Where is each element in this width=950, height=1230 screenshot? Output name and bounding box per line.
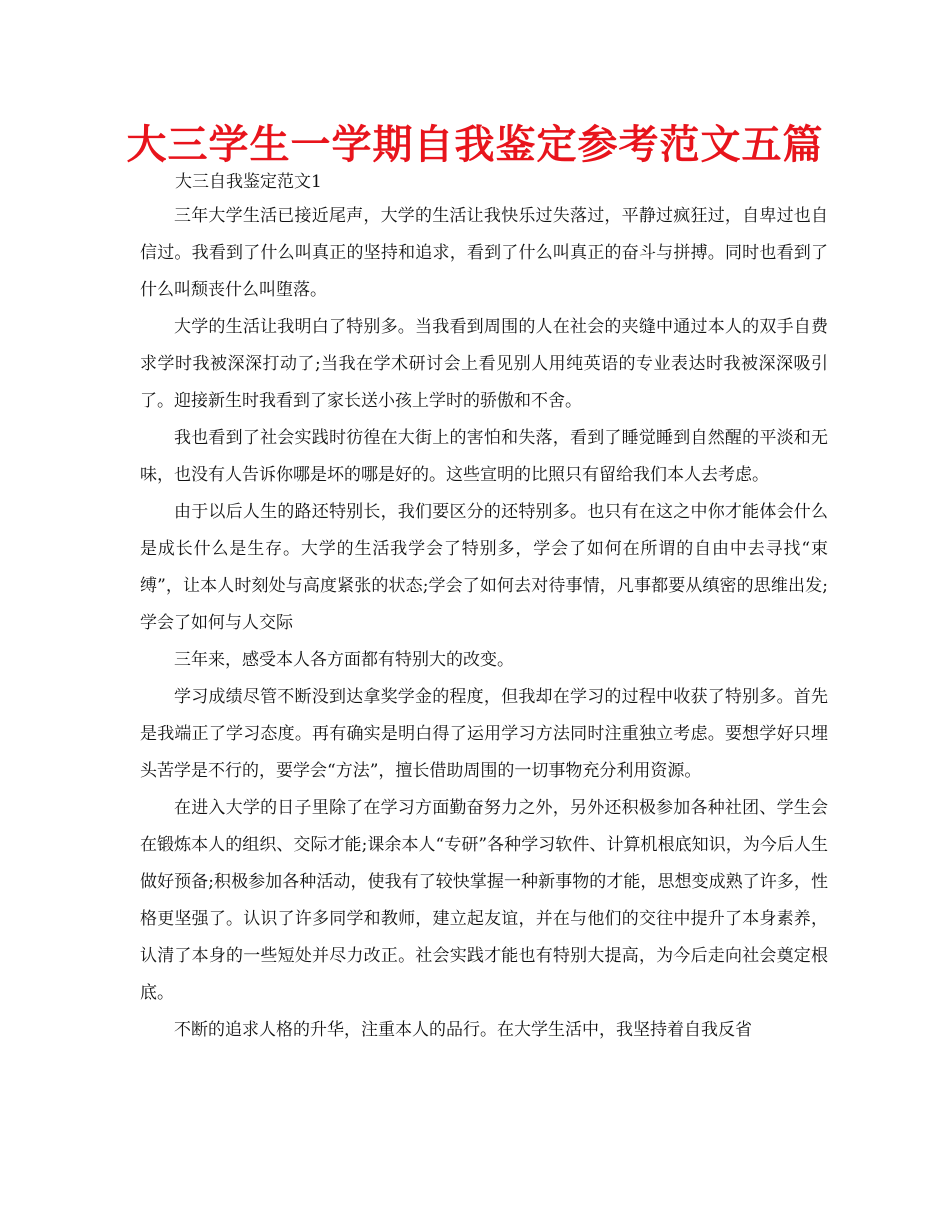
paragraph: 大学的生活让我明白了特别多。当我看到周围的人在社会的夹缝中通过本人的双手自费求学时我被深深打动了;当我在学术研讨会上看见别人用纯英语的专业表达时我被深深吸引了。迎接新生时我看到了家长送小孩上学时的骄傲和不舍。 [140, 317, 828, 411]
document-title: 大三学生一学期自我鉴定参考范文五篇 [126, 122, 824, 168]
document-body [140, 198, 828, 1049]
paragraph: 三年大学生活已接近尾声，大学的生活让我快乐过失落过，平静过疯狂过，自卑过也自信过。我看到了什么叫真正的坚持和追求，看到了什么叫真正的奋斗与拼搏。同时也看到了什么叫颓丧什么叫堕落。 [140, 206, 828, 300]
paragraph: 在进入大学的日子里除了在学习方面勤奋努力之外，另外还积极参加各种社团、学生会在锻炼本人的组织、交际才能;课余本人“专研”各种学习软件、计算机根底知识，为今后人生做好预备;积极参加各种活动，使我有了较快掌握一种新事物的才能，思想变成熟了许多，性格更坚强了。认识了许多同学和教师，建立起友谊，并在与他们的交往中提升了本身素养，认清了本身的一些短处并尽力改正。社会实践才能也有特别大提高，为今后走向社会奠定根底。 [140, 798, 828, 1003]
paragraph: 不断的追求人格的升华，注重本人的品行。在大学生活中，我坚持着自我反省 [174, 1020, 752, 1040]
paragraph: 三年来，感受本人各方面都有特别大的改变。 [174, 650, 514, 670]
paragraph: 学习成绩尽管不断没到达拿奖学金的程度，但我却在学习的过程中收获了特别多。首先是我端正了学习态度。再有确实是明白得了运用学习方法同时注重独立考虑。要想学好只埋头苦学是不行的，要学会“方法”，擅长借助周围的一切事物充分利用资源。 [140, 687, 828, 781]
section-subtitle: 大三自我鉴定范文1 [175, 172, 322, 192]
paragraph: 由于以后人生的路还特别长，我们要区分的还特别多。也只有在这之中你才能体会什么是成长什么是生存。大学的生活我学会了特别多，学会了如何在所谓的自由中去寻找“束缚”，让本人时刻处与高度紧张的状态;学会了如何去对待事情，凡事都要从缜密的思维出发;学会了如何与人交际 [140, 502, 828, 633]
paragraph: 我也看到了社会实践时彷徨在大街上的害怕和失落，看到了睡觉睡到自然醒的平淡和无味，也没有人告诉你哪是坏的哪是好的。这些宣明的比照只有留给我们本人去考虑。 [140, 428, 828, 485]
